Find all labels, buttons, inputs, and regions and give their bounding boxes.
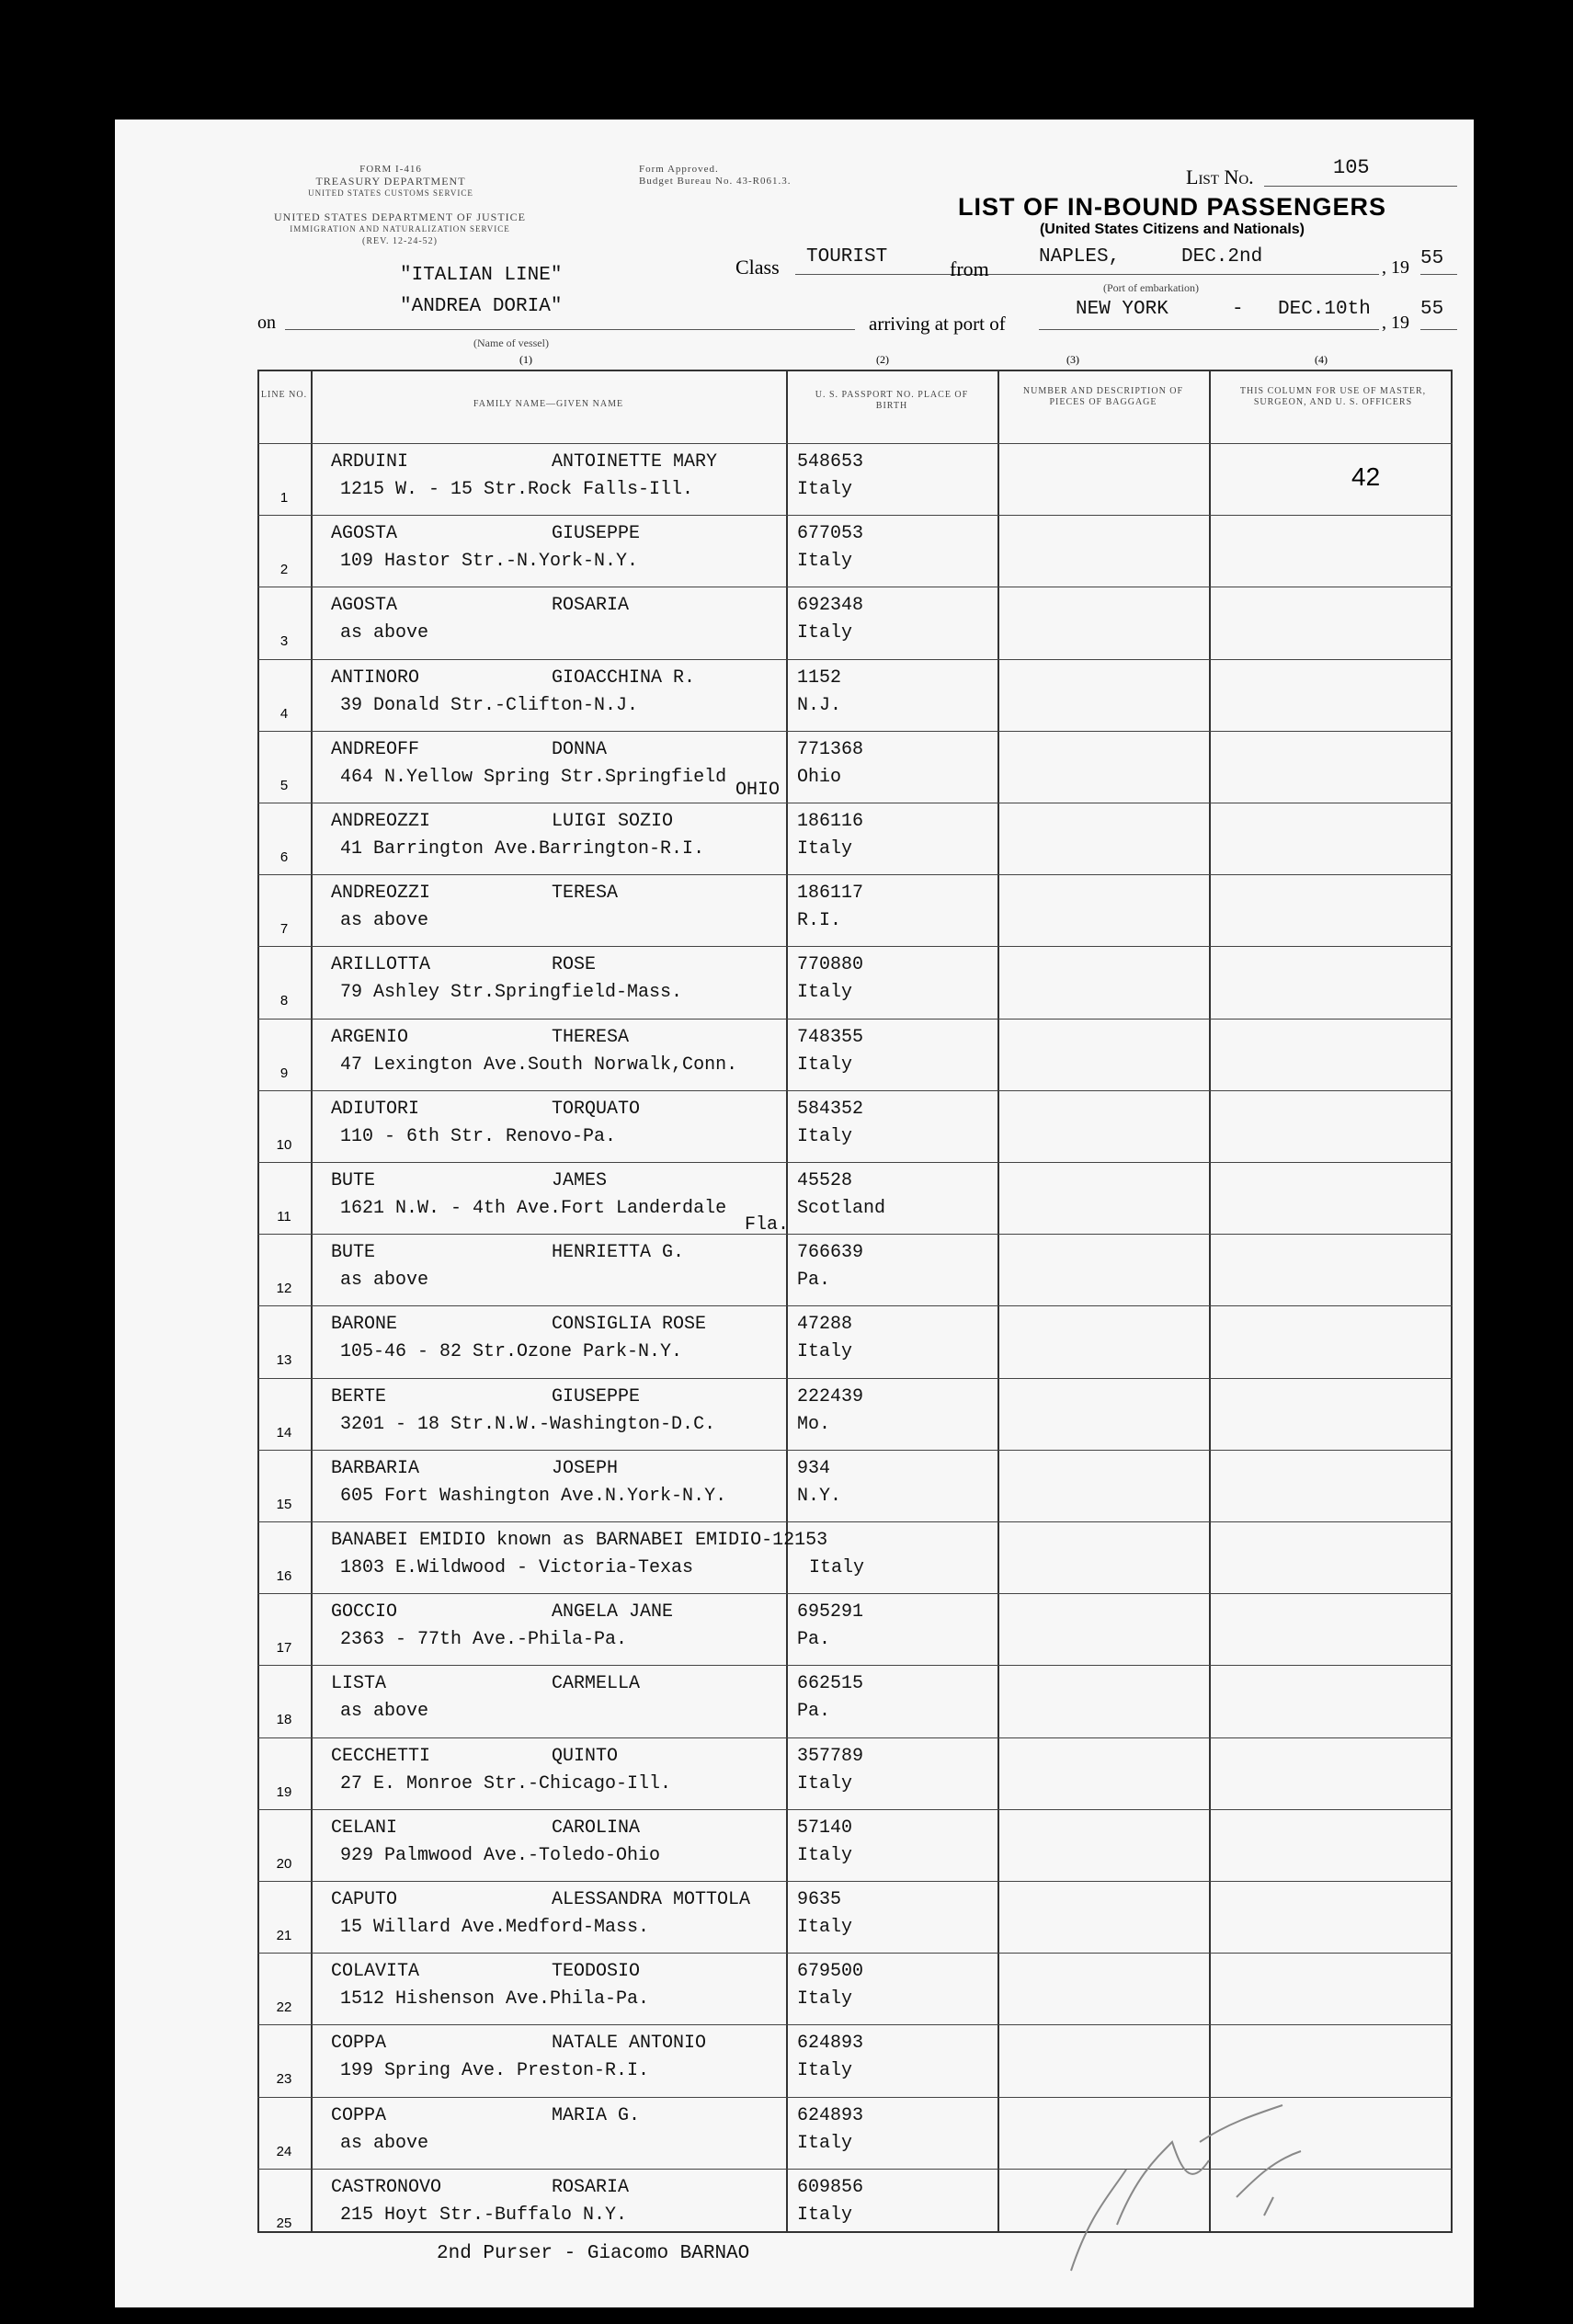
col-header-passport: U. S. PASSPORT NO. PLACE OF BIRTH	[815, 390, 969, 411]
family-name: COPPA	[331, 2104, 387, 2126]
place-of-birth: Italy	[809, 1557, 865, 1578]
form-number: FORM I-416	[359, 164, 422, 175]
address: 105-46 - 82 Str.Ozone Park-N.Y.	[340, 1341, 683, 1363]
passport-number: 695291	[797, 1601, 864, 1623]
family-name: ANTINORO	[331, 666, 420, 689]
place-of-birth: Italy	[797, 1341, 853, 1363]
place-of-birth: Italy	[797, 2060, 853, 2082]
passport-number: 624893	[797, 2104, 864, 2126]
port-caption: (Port of embarkation)	[1103, 281, 1199, 294]
line-number: 19	[276, 1783, 292, 1800]
given-name: ROSARIA	[552, 2176, 630, 2198]
place-of-birth: Italy	[797, 982, 853, 1004]
family-name: ARILLOTTA	[331, 954, 431, 976]
place-of-birth: R.I.	[797, 910, 842, 932]
given-name: NATALE ANTONIO	[552, 2033, 707, 2055]
address: 929 Palmwood Ave.-Toledo-Ohio	[340, 1844, 661, 1866]
line-number: 9	[279, 1065, 289, 1081]
line-number: 1	[279, 490, 289, 506]
on-label: on	[257, 313, 276, 333]
arrival-dash: -	[1232, 299, 1244, 320]
address: as above	[340, 1270, 429, 1292]
family-name: GOCCIO	[331, 1601, 398, 1623]
family-name: ANDREOZZI	[331, 811, 431, 832]
given-name: TERESA	[552, 883, 619, 905]
passenger-table	[257, 370, 1453, 2233]
table-row	[257, 1737, 1453, 1810]
table-row	[257, 1953, 1453, 2025]
handwritten-initials	[1053, 2087, 1328, 2289]
place-of-birth: Pa.	[797, 1701, 831, 1723]
class-value: TOURIST	[806, 246, 888, 268]
place-of-birth: Pa.	[797, 1629, 831, 1651]
address: 39 Donald Str.-Clifton-N.J.	[340, 694, 639, 716]
table-row	[257, 731, 1453, 803]
place-of-birth: N.Y.	[797, 1485, 842, 1507]
given-name: CARMELLA	[552, 1673, 641, 1695]
table-row	[257, 1378, 1453, 1451]
line-number: 6	[279, 849, 289, 865]
passport-number: 748355	[797, 1026, 864, 1048]
family-name: BERTE	[331, 1385, 387, 1407]
family-name: CELANI	[331, 1817, 398, 1839]
table-row	[257, 1881, 1453, 1954]
from-label: from	[950, 257, 989, 280]
passport-number: 186117	[797, 883, 864, 905]
table-row	[257, 1019, 1453, 1091]
col-header-name: FAMILY NAME—GIVEN NAME	[473, 399, 624, 409]
shipping-line: "ITALIAN LINE"	[400, 265, 563, 286]
given-name: LUIGI SOZIO	[552, 811, 674, 832]
officer-note: 42	[1351, 462, 1381, 491]
form-approval	[639, 164, 791, 188]
given-name: TORQUATO	[552, 1098, 641, 1120]
arrival-port: NEW YORK	[1076, 299, 1168, 320]
line-number: 3	[279, 633, 289, 650]
address: 1512 Hishenson Ave.Phila-Pa.	[340, 1988, 650, 2011]
given-name: GIUSEPPE	[552, 523, 641, 545]
justice-dept: UNITED STATES DEPARTMENT OF JUSTICE	[273, 211, 526, 223]
table-row	[257, 515, 1453, 587]
passport-number: 934	[797, 1457, 831, 1479]
purser-signature: 2nd Purser - Giacomo BARNAO	[437, 2243, 750, 2264]
list-no-value: 105	[1333, 156, 1370, 179]
table-row	[257, 1521, 1453, 1594]
line-number: 24	[276, 2143, 292, 2159]
arrival-year: 55	[1420, 299, 1444, 320]
treasury-block	[290, 164, 492, 199]
place-of-birth: Italy	[797, 1125, 853, 1147]
vessel-line	[285, 329, 855, 330]
address: 47 Lexington Ave.South Norwalk,Conn.	[340, 1054, 738, 1076]
passport-number: 45528	[797, 1170, 853, 1191]
family-name: LISTA	[331, 1673, 387, 1695]
passport-number: 771368	[797, 738, 864, 760]
family-name: ADIUTORI	[331, 1098, 420, 1120]
family-name: AGOSTA	[331, 523, 398, 545]
line-number: 7	[279, 921, 289, 938]
line-number: 25	[276, 2215, 292, 2231]
budget-bureau: Budget Bureau No. 43-R061.3.	[639, 176, 792, 187]
table-row	[257, 1450, 1453, 1522]
col-header-baggage: NUMBER AND DESCRIPTION OF PIECES OF BAGGAGE	[1022, 386, 1184, 407]
table-row	[257, 1234, 1453, 1306]
passport-number: 47288	[797, 1314, 853, 1336]
line-number: 21	[276, 1928, 292, 1943]
line-number: 8	[279, 993, 289, 1009]
arrival-date: DEC.10th	[1278, 299, 1371, 320]
place-of-birth: Pa.	[797, 1270, 831, 1292]
col-num-1: (1)	[519, 353, 532, 366]
table-row	[257, 946, 1453, 1019]
table-row	[257, 443, 1453, 516]
passport-number: 57140	[797, 1817, 853, 1839]
from-year-prefix: , 19	[1382, 257, 1409, 278]
from-year-line	[1420, 274, 1457, 275]
address: as above	[340, 910, 429, 932]
arrival-year-prefix: , 19	[1382, 313, 1409, 333]
passport-number: 677053	[797, 523, 864, 545]
line-number: 20	[276, 1855, 292, 1872]
address: 2363 - 77th Ave.-Phila-Pa.	[340, 1629, 628, 1651]
class-label: Class	[735, 256, 780, 279]
col-num-3: (3)	[1066, 353, 1079, 366]
line-number: 5	[279, 777, 289, 793]
family-name: ARGENIO	[331, 1026, 409, 1048]
form-title: LIST OF IN-BOUND PASSENGERS	[957, 193, 1387, 221]
place-of-birth: Italy	[797, 2204, 853, 2226]
address: 27 E. Monroe Str.-Chicago-Ill.	[340, 1772, 672, 1794]
vessel-caption: (Name of vessel)	[473, 336, 549, 349]
address: 110 - 6th Str. Renovo-Pa.	[340, 1125, 617, 1147]
table-row	[257, 1809, 1453, 1882]
passport-number: 679500	[797, 1961, 864, 1983]
address: 605 Fort Washington Ave.N.York-N.Y.	[340, 1485, 727, 1507]
from-line	[1002, 274, 1379, 275]
from-year: 55	[1420, 248, 1444, 269]
family-name: BARBARIA	[331, 1457, 420, 1479]
place-of-birth: N.J.	[797, 694, 842, 716]
line-number: 2	[279, 562, 289, 578]
ins-service: IMMIGRATION AND NATURALIZATION SERVICE	[290, 224, 510, 234]
family-name: AGOSTA	[331, 595, 398, 617]
table-row	[257, 1593, 1453, 1666]
family-name: ANDREOFF	[331, 738, 420, 760]
address: 199 Spring Ave. Preston-R.I.	[340, 2060, 650, 2082]
family-name: BANABEI EMIDIO known as BARNABEI EMIDIO-12153	[331, 1530, 828, 1551]
passport-number: 770880	[797, 954, 864, 976]
table-row	[257, 803, 1453, 875]
treasury-dept: TREASURY DEPARTMENT	[315, 175, 466, 188]
passport-number: 9635	[797, 1889, 842, 1910]
col-header-officers: THIS COLUMN FOR USE OF MASTER, SURGEON, AND U. S. OFFICERS	[1239, 386, 1427, 407]
family-name: BARONE	[331, 1314, 398, 1336]
address: 1803 E.Wildwood - Victoria-Texas	[340, 1557, 694, 1578]
place-of-birth: Italy	[797, 479, 853, 500]
line-number: 23	[276, 2071, 292, 2088]
place-of-birth: Ohio	[797, 766, 842, 788]
family-name: CAPUTO	[331, 1889, 398, 1910]
passport-number: 357789	[797, 1745, 864, 1767]
place-of-birth: Mo.	[797, 1413, 831, 1435]
family-name: BUTE	[331, 1170, 376, 1191]
passport-number: 609856	[797, 2176, 864, 2198]
given-name: GIOACCHINA R.	[552, 666, 696, 689]
line-number: 13	[276, 1352, 292, 1369]
revision-date: (REV. 12-24-52)	[361, 236, 439, 246]
place-of-birth: Italy	[797, 622, 853, 644]
address: as above	[340, 1701, 429, 1723]
line-number: 4	[279, 705, 289, 722]
place-of-birth: Italy	[797, 838, 853, 860]
from-port: NAPLES,	[1039, 246, 1121, 268]
line-number: 11	[277, 1209, 291, 1225]
col-header-line-no: LINE NO.	[260, 390, 308, 400]
given-name: DONNA	[552, 738, 608, 760]
place-of-birth: Italy	[797, 1844, 853, 1866]
family-name: CECCHETTI	[331, 1745, 431, 1767]
title-block	[915, 193, 1430, 238]
address: as above	[340, 622, 429, 644]
passport-number: 548653	[797, 451, 864, 473]
address: 109 Hastor Str.-N.York-N.Y.	[340, 551, 639, 573]
manifest-page	[115, 120, 1474, 2307]
passport-number: 624893	[797, 2033, 864, 2055]
customs-service: UNITED STATES CUSTOMS SERVICE	[308, 188, 473, 198]
place-of-birth: Italy	[797, 1988, 853, 2011]
line-number: 10	[276, 1136, 292, 1153]
form-approved: Form Approved.	[639, 164, 719, 175]
family-name: COLAVITA	[331, 1961, 420, 1983]
table-row	[257, 1305, 1453, 1378]
family-name: ANDREOZZI	[331, 883, 431, 905]
line-number: 22	[276, 1999, 292, 2016]
family-name: ARDUINI	[331, 451, 409, 473]
place-of-birth: Italy	[797, 1054, 853, 1076]
family-name: BUTE	[331, 1242, 376, 1264]
list-no-label: List No.	[1186, 165, 1254, 188]
address: 15 Willard Ave.Medford-Mass.	[340, 1917, 650, 1938]
col-num-4: (4)	[1315, 353, 1328, 366]
address: 41 Barrington Ave.Barrington-R.I.	[340, 838, 705, 860]
given-name: ROSE	[552, 954, 597, 976]
address: 3201 - 18 Str.N.W.-Washington-D.C.	[340, 1413, 716, 1435]
address: as above	[340, 2132, 429, 2154]
address: 1621 N.W. - 4th Ave.Fort Landerdale	[340, 1198, 727, 1219]
from-date: DEC.2nd	[1181, 246, 1263, 268]
line-number: 14	[276, 1424, 292, 1441]
address: 79 Ashley Str.Springfield-Mass.	[340, 982, 683, 1004]
passport-number: 222439	[797, 1385, 864, 1407]
justice-block	[262, 211, 538, 247]
given-name: ROSARIA	[552, 595, 630, 617]
line-number: 18	[276, 1712, 292, 1728]
table-row	[257, 1665, 1453, 1737]
table-row	[257, 1162, 1453, 1235]
form-subtitle: (United States Citizens and Nationals)	[1039, 222, 1305, 237]
table-row	[257, 1090, 1453, 1163]
given-name: CAROLINA	[552, 1817, 641, 1839]
given-name: HENRIETTA G.	[552, 1242, 685, 1264]
address: 464 N.Yellow Spring Str.Springfield	[340, 766, 727, 788]
given-name: JAMES	[552, 1170, 608, 1191]
vessel-name: "ANDREA DORIA"	[400, 296, 563, 317]
line-number: 16	[276, 1568, 292, 1584]
table-row	[257, 659, 1453, 732]
given-name: GIUSEPPE	[552, 1385, 641, 1407]
given-name: CONSIGLIA ROSE	[552, 1314, 707, 1336]
line-number: 17	[276, 1640, 292, 1657]
address: 1215 W. - 15 Str.Rock Falls-Ill.	[340, 479, 694, 500]
given-name: MARIA G.	[552, 2104, 641, 2126]
given-name: QUINTO	[552, 1745, 619, 1767]
passport-number: 186116	[797, 811, 864, 832]
given-name: ANGELA JANE	[552, 1601, 674, 1623]
given-name: THERESA	[552, 1026, 630, 1048]
passport-number: 584352	[797, 1098, 864, 1120]
table-row	[257, 587, 1453, 659]
address-continuation: OHIO	[735, 779, 781, 801]
line-number: 15	[276, 1496, 292, 1512]
table-row	[257, 874, 1453, 947]
passport-number: 692348	[797, 595, 864, 617]
arrival-year-line	[1420, 329, 1457, 330]
place-of-birth: Scotland	[797, 1198, 886, 1219]
list-no-line	[1264, 186, 1457, 187]
given-name: ANTOINETTE MARY	[552, 451, 718, 473]
arriving-label: arriving at port of	[869, 313, 1006, 335]
line-number: 12	[276, 1281, 292, 1297]
given-name: TEODOSIO	[552, 1961, 641, 1983]
family-name: CASTRONOVO	[331, 2176, 442, 2198]
place-of-birth: Italy	[797, 1772, 853, 1794]
passport-number: 662515	[797, 1673, 864, 1695]
col-num-2: (2)	[876, 353, 889, 366]
place-of-birth: Italy	[797, 1917, 853, 1938]
given-name: JOSEPH	[552, 1457, 619, 1479]
given-name: ALESSANDRA MOTTOLA	[552, 1889, 751, 1910]
family-name: COPPA	[331, 2033, 387, 2055]
passport-number: 1152	[797, 666, 842, 689]
place-of-birth: Italy	[797, 551, 853, 573]
arrival-line	[1039, 329, 1379, 330]
passport-number: 766639	[797, 1242, 864, 1264]
address-continuation: Fla.	[745, 1214, 790, 1236]
address: 215 Hoyt Str.-Buffalo N.Y.	[340, 2204, 628, 2226]
place-of-birth: Italy	[797, 2132, 853, 2154]
